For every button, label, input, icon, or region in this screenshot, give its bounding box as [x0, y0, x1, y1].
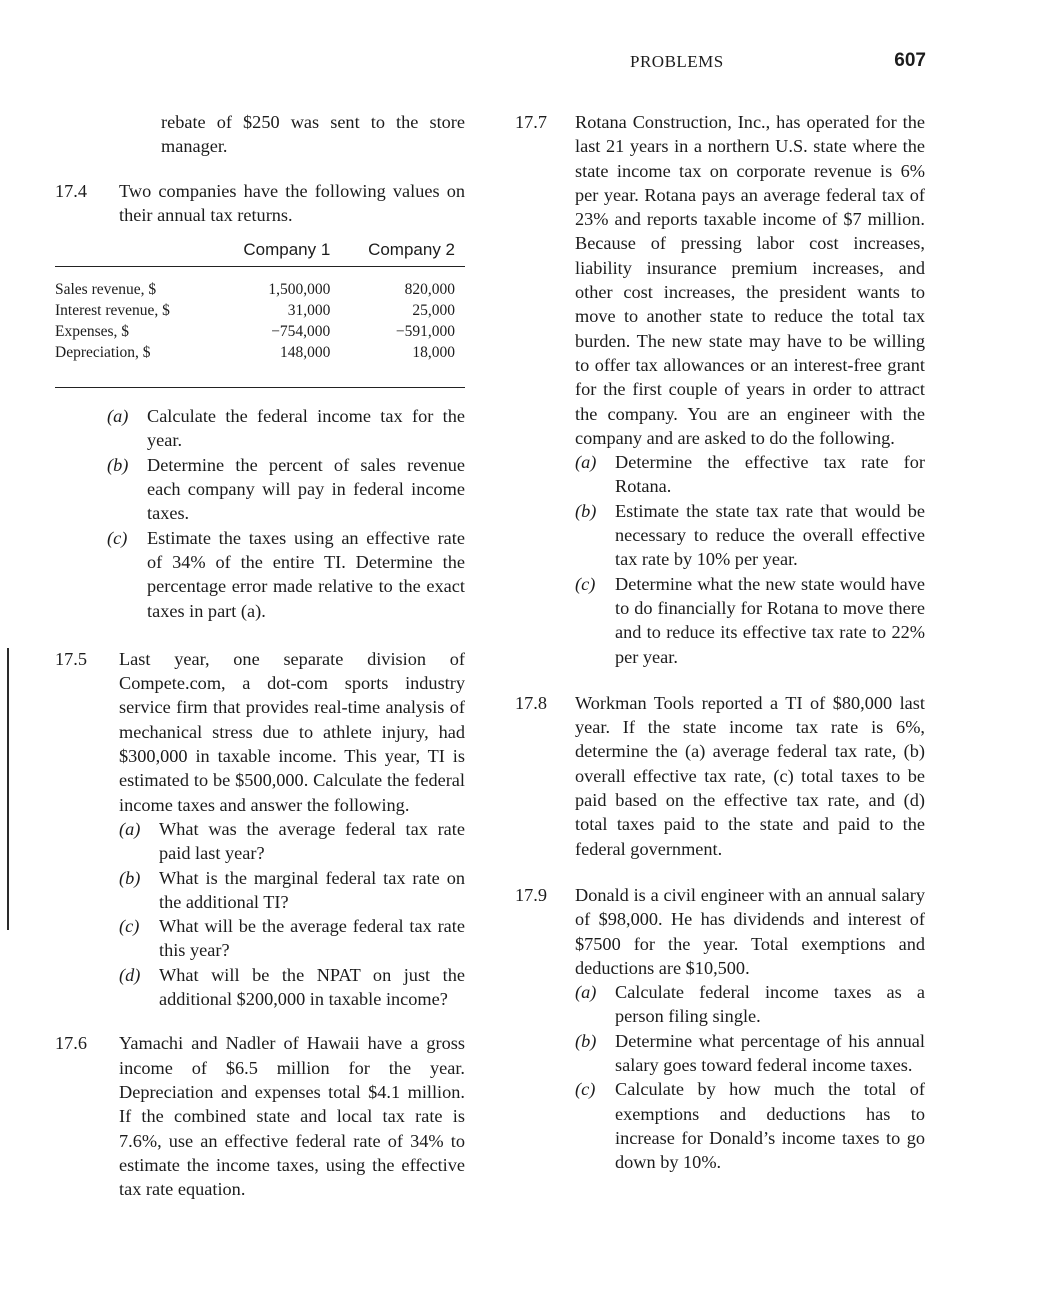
problem-17-9-parts [575, 980, 925, 1174]
table-row [55, 342, 465, 388]
part-label: (a) [119, 818, 141, 839]
problem-text: Donald is a civil engineer with an annual salary of $98,000. He has dividends and interest of $7500 for the year. Total exemptions and deductions are $10,500. [575, 884, 925, 978]
problem-17-9 [515, 883, 925, 1175]
row-label: Depreciation, $ [55, 342, 216, 388]
problem-number: 17.4 [55, 180, 87, 201]
problem-17-5 [55, 647, 465, 1011]
table-header-company-1: Company 1 [216, 237, 341, 267]
problem-number: 17.6 [55, 1033, 87, 1054]
problem-number: 17.9 [515, 884, 547, 905]
problem-17-4 [55, 179, 465, 228]
part-text: Calculate by how much the total of exemptions and deductions has to increase for Donald’s income taxes to go down by 10%. [615, 1079, 925, 1173]
right-column [515, 110, 925, 1174]
row-label: Interest revenue, $ [55, 302, 170, 320]
part-text: What will be the average federal tax rate this year? [159, 916, 465, 961]
part-text: Determine the effective tax rate for Rotana. [615, 452, 925, 497]
table-row [55, 300, 465, 321]
part-b [107, 453, 465, 526]
part-b [575, 1029, 925, 1078]
cell-company-2: 18,000 [340, 342, 465, 388]
part-text: Estimate the state tax rate that would be necessary to reduce the overall effective tax rate by 10% per year. [615, 500, 925, 570]
part-a [119, 817, 465, 866]
part-c [107, 526, 465, 623]
part-a [575, 450, 925, 499]
table-header-blank [55, 237, 216, 267]
problem-17-5-parts [119, 817, 465, 1011]
table-row [55, 267, 465, 301]
cell-company-2: 25,000 [412, 302, 455, 320]
part-label: (d) [119, 964, 141, 985]
cell-company-2: −591,000 [395, 323, 455, 341]
part-a [575, 980, 925, 1029]
part-label: (c) [119, 916, 140, 937]
part-c [575, 572, 925, 669]
problem-number: 17.8 [515, 692, 547, 713]
part-label: (b) [575, 1030, 597, 1051]
problem-text: Two companies have the following values on their annual tax returns. [119, 180, 465, 225]
part-text: What is the marginal federal tax rate on the additional TI? [159, 867, 465, 912]
cell-company-1: 148,000 [216, 342, 341, 388]
part-text: What will be the NPAT on just the additional $200,000 in taxable income? [159, 964, 465, 1010]
part-label: (c) [575, 573, 596, 594]
row-label: Expenses, $ [55, 323, 130, 341]
part-label: (c) [107, 527, 128, 548]
part-label: (a) [575, 452, 597, 473]
problem-17-8 [515, 691, 925, 861]
part-text: Calculate the federal income tax for the year. [147, 406, 465, 451]
part-label: (b) [107, 454, 129, 475]
part-text: Determine what the new state would have to do financially for Rotana to move there and to reduce its effective tax rate to 22% per year. [615, 573, 925, 667]
continuation-text: rebate of $250 was sent to the store manager. [161, 112, 465, 157]
tax-returns-table [55, 237, 465, 388]
table-row [55, 321, 465, 342]
cell-company-1: 31,000 [287, 302, 331, 320]
running-head: PROBLEMS [630, 52, 724, 71]
part-text: Determine what percentage of his annual salary goes toward federal income taxes. [615, 1030, 925, 1075]
margin-bar [7, 648, 9, 930]
problem-text: Last year, one separate division of Compete.com, a dot-com sports industry service firm that provides real-time analysis of mechanical stress due to athlete injury, had $300,000 in taxable income. This year, TI is estimated to be $500,000. Calculate the federal income taxes and answer the following. [119, 648, 465, 815]
problem-text: Workman Tools reported a TI of $80,000 last year. If the state income tax rate is 6%, determine the (a) average federal tax rate, (b) overall effective tax rate, (c) total taxes to be paid based on the effective tax rate, and (d) total taxes paid to the state and paid to the federal government. [575, 692, 925, 859]
row-label: Sales revenue, $ [55, 281, 157, 299]
part-label: (c) [575, 1079, 596, 1100]
part-label: (b) [119, 867, 141, 888]
part-label: (a) [107, 406, 129, 427]
problem-number: 17.5 [55, 648, 87, 669]
part-text: Calculate federal income taxes as a person filing single. [615, 982, 925, 1027]
page-number: 607 [894, 50, 926, 71]
part-c [119, 914, 465, 963]
part-c [575, 1077, 925, 1174]
part-b [119, 866, 465, 915]
problem-17-7 [515, 110, 925, 669]
left-column [55, 110, 465, 1201]
cell-company-1: 1,500,000 [268, 281, 331, 299]
problem-17-6 [55, 1031, 465, 1201]
problem-text: Yamachi and Nadler of Hawaii have a gross income of $6.5 million for the year. Depreciation and expenses total $4.1 million. If the combined state and local tax rate is 7.6%, use an effective federal rate of 34% to estimate the income taxes, using the effective tax rate equation. [119, 1033, 465, 1200]
problem-17-7-parts [575, 450, 925, 669]
part-a [107, 404, 465, 453]
part-d [119, 963, 465, 1012]
table-header-company-2: Company 2 [340, 237, 465, 267]
problem-17-4-parts [107, 404, 465, 623]
part-text: What was the average federal tax rate paid last year? [159, 818, 465, 864]
part-text: Determine the percent of sales revenue each company will pay in federal income taxes. [147, 454, 465, 524]
part-label: (a) [575, 982, 597, 1003]
part-b [575, 499, 925, 572]
cell-company-2: 820,000 [404, 281, 455, 299]
part-label: (b) [575, 500, 597, 521]
problem-text: Rotana Construction, Inc., has operated for the last 21 years in a northern U.S. state where the state income tax on corporate revenue is 6% per year. Rotana pays an average federal tax of 23% and reports taxable income of $7 million. Because of pressing labor cost increases, liability insurance premium increases, and other cost increases, the president wants to move to another state to reduce the total tax burden. The new state may have to be willing to offer tax allowances or an interest-free grant for the first couple of years in order to attract the company. You are an engineer with the company and are asked to do the following. [575, 112, 925, 448]
problem-number: 17.7 [515, 112, 547, 132]
cell-company-1: −754,000 [271, 323, 331, 341]
part-text: Estimate the taxes using an effective rate of 34% of the entire TI. Determine the percentage error made relative to the exact taxes in part (a). [147, 527, 465, 621]
